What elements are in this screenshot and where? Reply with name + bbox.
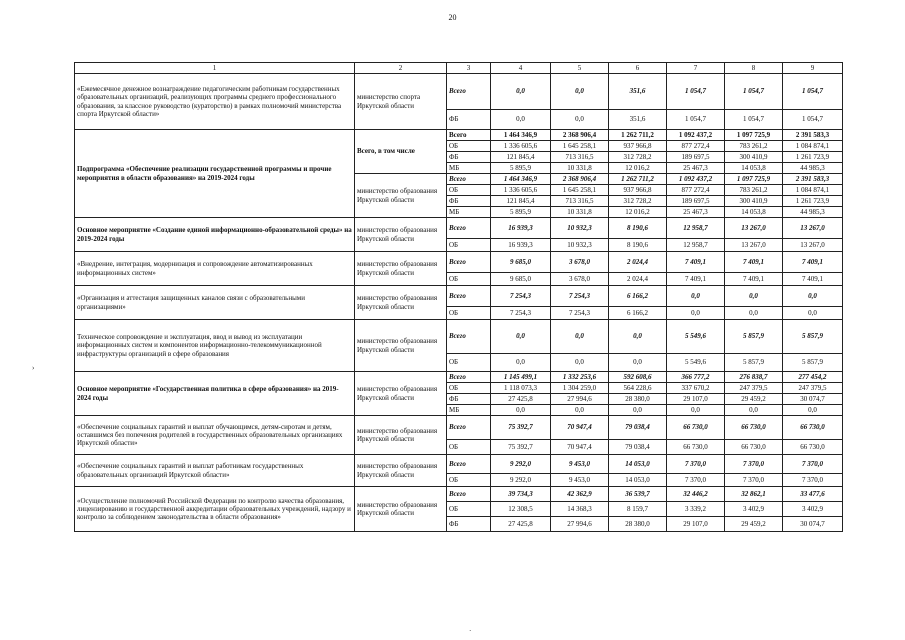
header-row [75, 63, 843, 74]
funding-source-cell: Всего [447, 487, 491, 502]
value-cell: 12 958,7 [667, 239, 725, 252]
funding-source-cell: ФБ [447, 196, 491, 207]
bottom-mark: · [469, 627, 472, 635]
table-row [75, 372, 843, 383]
value-cell: 9 453,0 [551, 455, 609, 474]
value-cell: 75 392,7 [491, 416, 551, 440]
funding-source-cell: ФБ [447, 110, 491, 130]
value-cell: 1 262 711,2 [609, 130, 667, 141]
value-cell: 32 446,2 [667, 487, 725, 502]
value-cell: 9 292,0 [491, 474, 551, 487]
value-cell: 0,0 [667, 405, 725, 416]
value-cell: 1 145 499,1 [491, 372, 551, 383]
value-cell: 10 331,8 [551, 207, 609, 218]
value-cell: 8 190,6 [609, 218, 667, 239]
responsible-cell: министерство образования Иркутской области [355, 455, 447, 487]
responsible-cell: министерство образования Иркутской области [355, 416, 447, 455]
value-cell: 70 947,4 [551, 416, 609, 440]
value-cell: 0,0 [783, 307, 843, 320]
value-cell: 14 368,3 [551, 502, 609, 517]
value-cell: 0,0 [725, 405, 783, 416]
responsible-cell: Всего, в том числе [355, 130, 447, 174]
table-row [75, 130, 843, 141]
value-cell: 30 074,7 [783, 394, 843, 405]
value-cell: 10 932,3 [551, 218, 609, 239]
value-cell: 25 467,3 [667, 163, 725, 174]
value-cell: 1 054,7 [725, 110, 783, 130]
value-cell: 1 645 258,1 [551, 185, 609, 196]
value-cell: 66 730,0 [783, 416, 843, 440]
value-cell: 1 336 605,6 [491, 141, 551, 152]
event-name-cell: «Организация и аттестация защищенных каналов связи с образовательными организациями» [75, 286, 355, 320]
value-cell: 66 730,0 [667, 440, 725, 455]
value-cell: 79 038,4 [609, 440, 667, 455]
value-cell: 39 734,3 [491, 487, 551, 502]
funding-source-cell: ФБ [447, 394, 491, 405]
header-cell: 5 [551, 63, 609, 74]
value-cell: 1 092 437,2 [667, 130, 725, 141]
funding-source-cell: ОБ [447, 474, 491, 487]
value-cell: 42 362,9 [551, 487, 609, 502]
value-cell: 7 370,0 [783, 455, 843, 474]
value-cell: 1 332 253,6 [551, 372, 609, 383]
margin-mark: › [32, 364, 35, 372]
value-cell: 1 097 725,9 [725, 130, 783, 141]
header-cell: 6 [609, 63, 667, 74]
value-cell: 564 228,6 [609, 383, 667, 394]
page-number: 20 [448, 13, 457, 22]
funding-source-cell: ОБ [447, 440, 491, 455]
value-cell: 0,0 [725, 307, 783, 320]
event-name-cell: Основное мероприятие «Создание единой информационно-образовательной среды» на 2019-2024 годы [75, 218, 355, 252]
responsible-cell: министерство образования Иркутской области [355, 174, 447, 218]
value-cell: 3 678,0 [551, 252, 609, 273]
value-cell: 277 454,2 [783, 372, 843, 383]
value-cell: 14 053,0 [609, 474, 667, 487]
funding-source-cell: Всего [447, 286, 491, 307]
value-cell: 189 697,5 [667, 196, 725, 207]
value-cell: 7 254,3 [551, 307, 609, 320]
value-cell: 7 254,3 [491, 307, 551, 320]
value-cell: 30 074,7 [783, 517, 843, 532]
value-cell: 2 024,4 [609, 252, 667, 273]
funding-source-cell: МБ [447, 163, 491, 174]
table-row [75, 74, 843, 110]
funding-source-cell: МБ [447, 207, 491, 218]
value-cell: 783 261,2 [725, 141, 783, 152]
value-cell: 16 939,3 [491, 218, 551, 239]
value-cell: 25 467,3 [667, 207, 725, 218]
value-cell: 12 958,7 [667, 218, 725, 239]
value-cell: 7 370,0 [725, 474, 783, 487]
value-cell: 0,0 [609, 405, 667, 416]
value-cell: 337 670,2 [667, 383, 725, 394]
value-cell: 0,0 [667, 307, 725, 320]
value-cell: 3 339,2 [667, 502, 725, 517]
value-cell: 0,0 [667, 286, 725, 307]
header-cell: 8 [725, 63, 783, 74]
value-cell: 7 370,0 [783, 474, 843, 487]
value-cell: 66 730,0 [725, 440, 783, 455]
value-cell: 121 845,4 [491, 152, 551, 163]
value-cell: 33 477,6 [783, 487, 843, 502]
value-cell: 0,0 [783, 286, 843, 307]
funding-source-cell: ОБ [447, 141, 491, 152]
responsible-cell: министерство образования Иркутской области [355, 372, 447, 416]
value-cell: 1 336 605,6 [491, 185, 551, 196]
value-cell: 1 118 073,3 [491, 383, 551, 394]
event-name-cell: Техническое сопровождение и эксплуатация, ввод и вывод из эксплуатации информационных систем и компонентов информационно-телекоммуникационной инфраструктуры организаций в сфере образования [75, 320, 355, 372]
value-cell: 28 380,0 [609, 394, 667, 405]
value-cell: 32 862,1 [725, 487, 783, 502]
responsible-cell: министерство образования Иркутской области [355, 286, 447, 320]
value-cell: 5 895,9 [491, 163, 551, 174]
event-name-cell: «Ежемесячное денежное вознаграждение педагогическим работникам государственных образовательных организаций, реализующих программы среднего профессионального образования, за классное руководство (кураторство) в рамках полномочий министерства спорта Иркутской области» [75, 74, 355, 130]
value-cell: 3 402,9 [725, 502, 783, 517]
value-cell: 7 409,1 [783, 252, 843, 273]
value-cell: 10 932,3 [551, 239, 609, 252]
value-cell: 13 267,0 [783, 218, 843, 239]
header-cell: 4 [491, 63, 551, 74]
value-cell: 1 304 259,0 [551, 383, 609, 394]
funding-source-cell: ОБ [447, 239, 491, 252]
value-cell: 75 392,7 [491, 440, 551, 455]
value-cell: 12 016,2 [609, 207, 667, 218]
value-cell: 0,0 [491, 405, 551, 416]
value-cell: 937 966,8 [609, 141, 667, 152]
value-cell: 13 267,0 [783, 239, 843, 252]
value-cell: 1 261 723,9 [783, 152, 843, 163]
value-cell: 29 459,2 [725, 394, 783, 405]
value-cell: 9 685,0 [491, 252, 551, 273]
value-cell: 66 730,0 [783, 440, 843, 455]
table-row [75, 218, 843, 239]
value-cell: 2 391 583,3 [783, 130, 843, 141]
event-name-cell: Подпрограмма «Обеспечение реализации государственной программы и прочие мероприятия в области образования» на 2019-2024 годы [75, 130, 355, 218]
value-cell: 0,0 [551, 320, 609, 354]
budget-table [74, 62, 843, 532]
responsible-cell: министерство образования Иркутской области [355, 218, 447, 252]
value-cell: 0,0 [725, 286, 783, 307]
header-cell: 2 [355, 63, 447, 74]
funding-source-cell: Всего [447, 320, 491, 354]
header-cell: 1 [75, 63, 355, 74]
value-cell: 300 410,9 [725, 196, 783, 207]
value-cell: 783 261,2 [725, 185, 783, 196]
value-cell: 27 425,8 [491, 394, 551, 405]
value-cell: 7 409,1 [725, 273, 783, 286]
value-cell: 366 777,2 [667, 372, 725, 383]
value-cell: 36 539,7 [609, 487, 667, 502]
value-cell: 27 994,6 [551, 394, 609, 405]
value-cell: 7 370,0 [725, 455, 783, 474]
value-cell: 2 368 906,4 [551, 130, 609, 141]
funding-source-cell: Всего [447, 130, 491, 141]
value-cell: 12 016,2 [609, 163, 667, 174]
table-row [75, 252, 843, 273]
table-row [75, 320, 843, 354]
value-cell: 7 409,1 [667, 252, 725, 273]
value-cell: 7 370,0 [667, 474, 725, 487]
value-cell: 7 254,3 [491, 286, 551, 307]
value-cell: 1 092 437,2 [667, 174, 725, 185]
funding-source-cell: Всего [447, 252, 491, 273]
value-cell: 5 549,6 [667, 354, 725, 372]
header-cell: 9 [783, 63, 843, 74]
value-cell: 7 409,1 [667, 273, 725, 286]
value-cell: 6 166,2 [609, 307, 667, 320]
value-cell: 1 464 346,9 [491, 174, 551, 185]
value-cell: 5 857,9 [725, 320, 783, 354]
value-cell: 7 254,3 [551, 286, 609, 307]
event-name-cell: «Осуществление полномочий Российской Федерации по контролю качества образования, лицензированию и государственной аккредитации образовательных учреждений, надзору и контролю за соблюдением законодательства в области образования» [75, 487, 355, 532]
value-cell: 13 267,0 [725, 239, 783, 252]
funding-source-cell: Всего [447, 455, 491, 474]
value-cell: 27 994,6 [551, 517, 609, 532]
value-cell: 0,0 [551, 354, 609, 372]
value-cell: 29 107,0 [667, 517, 725, 532]
value-cell: 1 261 723,9 [783, 196, 843, 207]
value-cell: 592 608,6 [609, 372, 667, 383]
table-row [75, 487, 843, 502]
value-cell: 0,0 [783, 405, 843, 416]
value-cell: 1 054,7 [725, 74, 783, 110]
value-cell: 351,6 [609, 110, 667, 130]
value-cell: 2 391 583,3 [783, 174, 843, 185]
funding-source-cell: ОБ [447, 383, 491, 394]
value-cell: 5 857,9 [725, 354, 783, 372]
funding-source-cell: Всего [447, 74, 491, 110]
value-cell: 0,0 [491, 320, 551, 354]
value-cell: 14 053,8 [725, 207, 783, 218]
funding-source-cell: МБ [447, 405, 491, 416]
value-cell: 13 267,0 [725, 218, 783, 239]
value-cell: 66 730,0 [667, 416, 725, 440]
funding-source-cell: ОБ [447, 185, 491, 196]
value-cell: 713 316,5 [551, 196, 609, 207]
value-cell: 1 262 711,2 [609, 174, 667, 185]
value-cell: 1 054,7 [667, 110, 725, 130]
value-cell: 937 966,8 [609, 185, 667, 196]
value-cell: 1 054,7 [783, 110, 843, 130]
responsible-cell: министерство спорта Иркутской области [355, 74, 447, 130]
value-cell: 9 453,0 [551, 474, 609, 487]
value-cell: 10 331,8 [551, 163, 609, 174]
value-cell: 5 549,6 [667, 320, 725, 354]
value-cell: 877 272,4 [667, 185, 725, 196]
table-body [75, 63, 843, 532]
value-cell: 300 410,9 [725, 152, 783, 163]
value-cell: 276 838,7 [725, 372, 783, 383]
value-cell: 28 380,0 [609, 517, 667, 532]
value-cell: 9 292,0 [491, 455, 551, 474]
event-name-cell: «Обеспечение социальных гарантий и выплат работникам государственных образовательных организаций Иркутской области» [75, 455, 355, 487]
value-cell: 2 368 906,4 [551, 174, 609, 185]
value-cell: 44 985,3 [783, 207, 843, 218]
table-row [75, 455, 843, 474]
value-cell: 351,6 [609, 74, 667, 110]
funding-source-cell: ОБ [447, 273, 491, 286]
value-cell: 8 190,6 [609, 239, 667, 252]
value-cell: 1 054,7 [783, 74, 843, 110]
funding-source-cell: ФБ [447, 517, 491, 532]
value-cell: 3 678,0 [551, 273, 609, 286]
value-cell: 1 054,7 [667, 74, 725, 110]
funding-source-cell: ОБ [447, 502, 491, 517]
event-name-cell: «Внедрение, интеграция, модернизация и сопровождение автоматизированных информационных систем» [75, 252, 355, 286]
value-cell: 7 409,1 [783, 273, 843, 286]
table-row [75, 416, 843, 440]
value-cell: 0,0 [551, 110, 609, 130]
value-cell: 312 728,2 [609, 196, 667, 207]
value-cell: 14 053,0 [609, 455, 667, 474]
value-cell: 5 895,9 [491, 207, 551, 218]
value-cell: 0,0 [551, 405, 609, 416]
value-cell: 0,0 [491, 354, 551, 372]
value-cell: 2 024,4 [609, 273, 667, 286]
funding-source-cell: Всего [447, 218, 491, 239]
value-cell: 121 845,4 [491, 196, 551, 207]
header-cell: 7 [667, 63, 725, 74]
value-cell: 12 308,5 [491, 502, 551, 517]
event-name-cell: «Обеспечение социальных гарантий и выплат обучающимся, детям-сиротам и детям, оставшимся без попечения родителей в государственных образовательных организациях Иркутской области» [75, 416, 355, 455]
responsible-cell: министерство образования Иркутской области [355, 320, 447, 372]
value-cell: 66 730,0 [725, 416, 783, 440]
value-cell: 713 316,5 [551, 152, 609, 163]
value-cell: 7 409,1 [725, 252, 783, 273]
value-cell: 14 053,8 [725, 163, 783, 174]
value-cell: 79 038,4 [609, 416, 667, 440]
value-cell: 877 272,4 [667, 141, 725, 152]
value-cell: 1 084 874,1 [783, 185, 843, 196]
funding-source-cell: ФБ [447, 152, 491, 163]
value-cell: 189 697,5 [667, 152, 725, 163]
value-cell: 70 947,4 [551, 440, 609, 455]
responsible-cell: министерство образования Иркутской области [355, 252, 447, 286]
value-cell: 8 159,7 [609, 502, 667, 517]
value-cell: 5 857,9 [783, 320, 843, 354]
value-cell: 1 464 346,9 [491, 130, 551, 141]
value-cell: 16 939,3 [491, 239, 551, 252]
value-cell: 0,0 [609, 354, 667, 372]
funding-source-cell: Всего [447, 372, 491, 383]
value-cell: 247 379,5 [783, 383, 843, 394]
value-cell: 1 645 258,1 [551, 141, 609, 152]
responsible-cell: министерство образования Иркутской области [355, 487, 447, 532]
value-cell: 0,0 [491, 110, 551, 130]
value-cell: 0,0 [491, 74, 551, 110]
header-cell: 3 [447, 63, 491, 74]
value-cell: 9 685,0 [491, 273, 551, 286]
funding-source-cell: ОБ [447, 354, 491, 372]
value-cell: 29 459,2 [725, 517, 783, 532]
value-cell: 44 985,3 [783, 163, 843, 174]
funding-source-cell: Всего [447, 416, 491, 440]
value-cell: 5 857,9 [783, 354, 843, 372]
event-name-cell: Основное мероприятие «Государственная политика в сфере образования» на 2019-2024 годы [75, 372, 355, 416]
value-cell: 312 728,2 [609, 152, 667, 163]
value-cell: 3 402,9 [783, 502, 843, 517]
value-cell: 29 107,0 [667, 394, 725, 405]
funding-source-cell: ОБ [447, 307, 491, 320]
value-cell: 7 370,0 [667, 455, 725, 474]
table-row [75, 286, 843, 307]
value-cell: 1 097 725,9 [725, 174, 783, 185]
value-cell: 6 166,2 [609, 286, 667, 307]
value-cell: 247 379,5 [725, 383, 783, 394]
value-cell: 0,0 [551, 74, 609, 110]
funding-source-cell: Всего [447, 174, 491, 185]
value-cell: 27 425,8 [491, 517, 551, 532]
value-cell: 0,0 [609, 320, 667, 354]
value-cell: 1 084 874,1 [783, 141, 843, 152]
